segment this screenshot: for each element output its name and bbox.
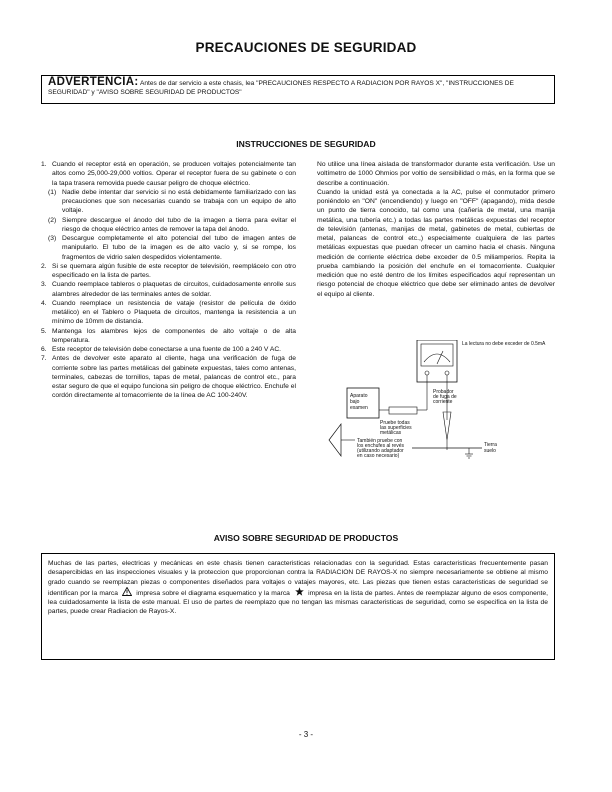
instruction-item-1: 1. Cuando el receptor está en operación, se producen voltajes potencialmente tan altos como 25,000-29,000 voltios. Operar el receptor fuera de su gabinete o con la tapa trasera removida puede causar peligro de choque eléctrico.: [41, 161, 296, 187]
earth-label-2: suelo: [484, 448, 496, 454]
test-label-3: metálicas: [380, 430, 402, 436]
product-notice-text-1: Muchas de las partes, electricas y mecánicas en este chasis tienen caracteristicas relacionadas con la seguridad. Estas caracteristicas frecuentemente pasan desapercibidas en las inspecciones visuales y la proteccion que proporcionan contra la RADIACION DE RAYOS-X no siempre necesariamente se obtiene al mismo grado cuando se reemplazan piezas o componentes diseñados para voltajes o vatajes mayores, etc. Las piezas que tienen estas caracteristicas de seguridad se identifican por la marca: [48, 560, 548, 597]
meter-terminal-left: [425, 371, 429, 375]
right-paragraph-2: Cuando la unidad está ya conectada a la AC, pulse el conmutador primero poniéndolo en "ON" (encendiendo) y luego en "OFF" (apagando), mida desde un punto de tierra conocido, tal como una (cañería de metal, una manija metálica, una tubería etc.) a todas las partes metálicas expuestas del receptor de televisión (antenas, manijas de metal, gabinetes de metal, cubiertas de metal, palancas de control etc.,) especialmente cualquiera de las partes metálicas expuestas que puedan ofrecer un camino hacia el chasis. Ninguna medición de corriente eléctrica debe exceder de 0.5 miliamperios. Repita la prueba cambiando la posición del enchufe en el tomacorriente. Cualquier medición que no esté dentro de los límites especificados aquí representan un riesgo potencial de choque eléctrico que debe ser eliminado antes de devolver el equipo al cliente.: [317, 188, 555, 298]
instruction-item-3: 3. Cuando reemplace tableros o plaquetas de circuitos, cuidadosamente enrolle sus alambres alrededor de las terminales antes de soldar.: [41, 281, 296, 298]
meter-label: La lectura no debe exceder de 0.5mA: [462, 341, 546, 347]
warning-triangle-icon: [120, 587, 134, 596]
instructions-left-column: [41, 160, 296, 401]
instruction-item-2: 2. Si se quemara algún fusible de este receptor de televisión, reemplácelo con otro especificado en la lista de partes.: [41, 262, 296, 279]
warning-text: Antes de dar servicio a este chasis, lea "PRECAUCIONES RESPECTO A RADIACION POR RAYOS X", "INSTRUCCIONES DE SEGURIDAD" y "AVISO SOBRE SEGURIDAD DE PRODUCTOS": [48, 80, 514, 96]
device-label-1: Aparato: [350, 393, 368, 399]
test-label-2: las superficies: [380, 425, 412, 431]
device-label-2: bajo: [350, 399, 360, 405]
plug-icon: [329, 424, 341, 456]
instruction-item-7: 7. Antes de devolver este aparato al cliente, haga una verificación de fuga de corriente sobre las partes metálicas del gabinete expuestas, tales como antenas, terminales, cabezas de tornillos, tapas de metal, palancas de control etc., para estar seguro de que el equipo funciona sin peligro de choque eléctrico. Enchufe el cordón directamente al tomacorriente de la línea de AC 100-240V.: [41, 355, 296, 400]
product-notice-box: [41, 553, 555, 660]
instructions-right-column: [317, 160, 555, 299]
star-icon: [292, 587, 306, 596]
earth-label-1: Tierra: [484, 442, 497, 448]
meter-terminal-right: [445, 371, 449, 375]
warning-box: [41, 75, 555, 104]
instructions-title: INSTRUCCIONES DE SEGURIDAD: [236, 139, 376, 149]
instruction-subitem-2: (2) Siempre descargue el ánodo del tubo de la imagen a tierra para evitar el riesgo de choque eléctrico antes de remover la tapa del ánodo.: [48, 216, 296, 233]
resistor: [389, 407, 417, 414]
plug-label-1: También pruebe con: [357, 438, 403, 444]
leakage-test-diagram: [317, 340, 555, 470]
meter-box: [417, 340, 457, 382]
tester-label-3: corriente: [433, 399, 453, 405]
tester-label-2: de fuga de: [433, 394, 457, 400]
plug-label-4: en caso necesario): [357, 453, 400, 459]
device-label-3: examen: [350, 405, 368, 411]
meter-dial: [421, 344, 453, 366]
warning-heading: ADVERTENCIA:: [48, 76, 139, 88]
meter-needle: [437, 351, 443, 364]
plug-label-3: (utilizando adaptador: [357, 448, 404, 454]
test-label-1: Pruebe todas: [380, 420, 410, 426]
product-notice-text-2: impresa sobre el diagrama esquematico y la marca: [136, 589, 290, 597]
product-notice-title: AVISO SOBRE SEGURIDAD DE PRODUCTOS: [213, 533, 399, 543]
page-title: PRECAUCIONES DE SEGURIDAD: [195, 40, 417, 55]
plug-label-2: los enchufes al revés: [357, 443, 404, 449]
tester-label-1: Probador: [433, 389, 454, 395]
instruction-item-4: 4. Cuando reemplace un resistencia de vataje (resistor de película de óxido metálico) en el Tablero o Plaqueta de circuitos, mantenga la resistencia a un mínimo de 10mm de distancia.: [41, 299, 296, 326]
page-number: - 3 -: [298, 730, 314, 739]
instruction-subitem-3: (3) Descargue completamente el alto potencial del tubo de imagen antes de manipularlo. El tubo de la imagen es de alto vacío y, si se rompe, los fragmentos de vidrio salen despedidos violentamente.: [48, 235, 296, 261]
instruction-item-5: 5. Mantenga los alambres lejos de componentes de alto voltaje o de alta temperatura.: [41, 327, 296, 344]
product-notice-text-3: impresa en la lista de partes. Antes de reemplazar alguno de esos componente, lea cuidadosamente la lista de este manual. El uso de partes de reemplazo que no tengan las mismas caracteristicas de seguridad, como se especifica en la lista de partes, puede crear Radiacion de Rayos-X.: [48, 589, 548, 616]
meter-scale: [424, 354, 450, 362]
instruction-item-6: 6. Este receptor de televisión debe conectarse a una fuente de 100 a 240 V AC.: [41, 346, 282, 353]
instruction-subitem-1: (1) Nadie debe intentar dar servicio si no está debidamente familiarizado con las precauciones que son necesarias cuando se trabaja con un equipo de alto voltaje.: [48, 188, 296, 215]
right-paragraph-1: No utilice una línea aislada de transformador durante esta verificación. Use un voltímetro de 1000 Ohmios por voltio de sensibilidad o más, en la forma que se describe a continuación.: [317, 161, 555, 187]
